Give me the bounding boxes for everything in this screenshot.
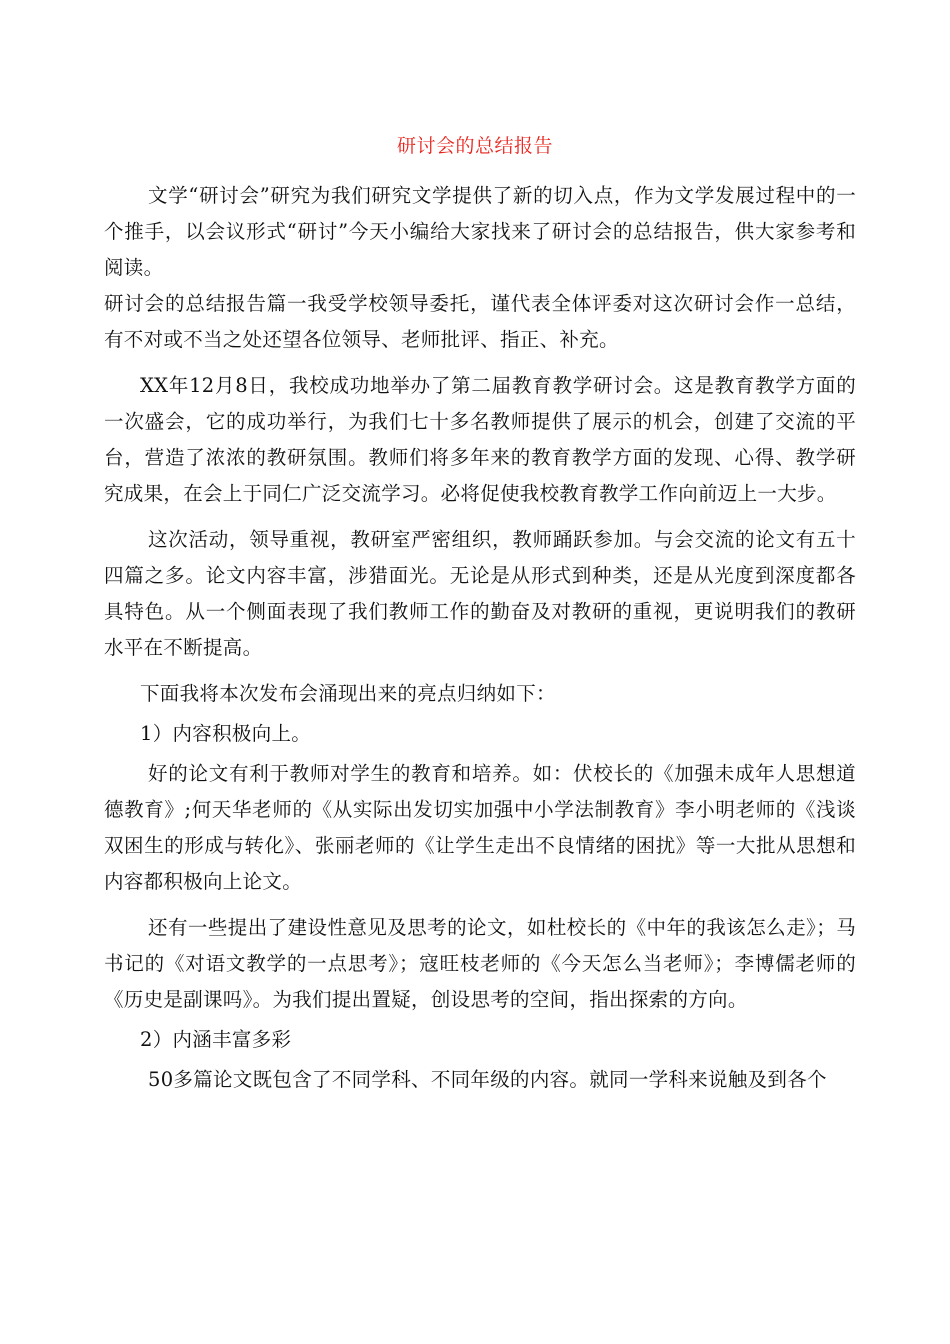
document-title: 研讨会的总结报告 bbox=[396, 135, 553, 157]
paragraph-opening: 研讨会的总结报告篇一我受学校领导委托，谨代表全体评委对这次研讨会作一总结，有不对或不当之处还望各位领导、老师批评、指正、补充。 bbox=[104, 292, 856, 351]
document-body bbox=[104, 178, 856, 1098]
paragraph-activity: 这次活动，领导重视，教研室严密组织，教师踊跃参加。与会交流的论文有五十四篇之多。论文内容丰富，涉猎面光。无论是从形式到种类，还是从光度到深度都各具特色。从一个侧面表现了我们教师工作的勤奋及对教研的重视，更说明我们的教研水平在不断提高。 bbox=[104, 528, 856, 659]
paragraph-positive-content: 好的论文有利于教师对学生的教育和培养。如：伏校长的《加强未成年人思想道德教育》;何天华老师的《从实际出发切实加强中小学法制教育》李小明老师的《浅谈双困生的形成与转化》、张丽老师的《让学生走出不良情绪的困扰》等一大批从思想和内容都积极向上论文。 bbox=[104, 762, 856, 893]
paragraph-rich-content: 50多篇论文既包含了不同学科、不同年级的内容。就同一学科来说触及到各个 bbox=[148, 1068, 827, 1091]
paragraph-intro: 文学“研讨会”研究为我们研究文学提供了新的切入点，作为文学发展过程中的一个推手，以会议形式“研讨”今天小编给大家找来了研讨会的总结报告，供大家参考和阅读。 bbox=[104, 184, 856, 279]
list-heading-2: 2）内涵丰富多彩 bbox=[140, 1028, 292, 1051]
paragraph-highlights-intro: 下面我将本次发布会涌现出来的亮点归纳如下： bbox=[140, 682, 556, 705]
paragraph-event: XX年12月8日，我校成功地举办了第二届教育教学研讨会。这是教育教学方面的一次盛会，它的成功举行，为我们七十多名教师提供了展示的机会，创建了交流的平台，营造了浓浓的教研氛围。教师们将多年来的教育教学方面的发现、心得、教学研究成果，在会上于同仁广泛交流学习。必将促使我校教育教学工作向前迈上一大步。 bbox=[104, 374, 856, 505]
list-heading-1: 1）内容积极向上。 bbox=[140, 722, 312, 745]
paragraph-constructive: 还有一些提出了建设性意见及思考的论文，如杜校长的《中年的我该怎么走》；马书记的《对语文教学的一点思考》；寇旺枝老师的《今天怎么当老师》；李博儒老师的《历史是副课吗》。为我们提出置疑，创设思考的空间，指出探索的方向。 bbox=[104, 916, 856, 1011]
